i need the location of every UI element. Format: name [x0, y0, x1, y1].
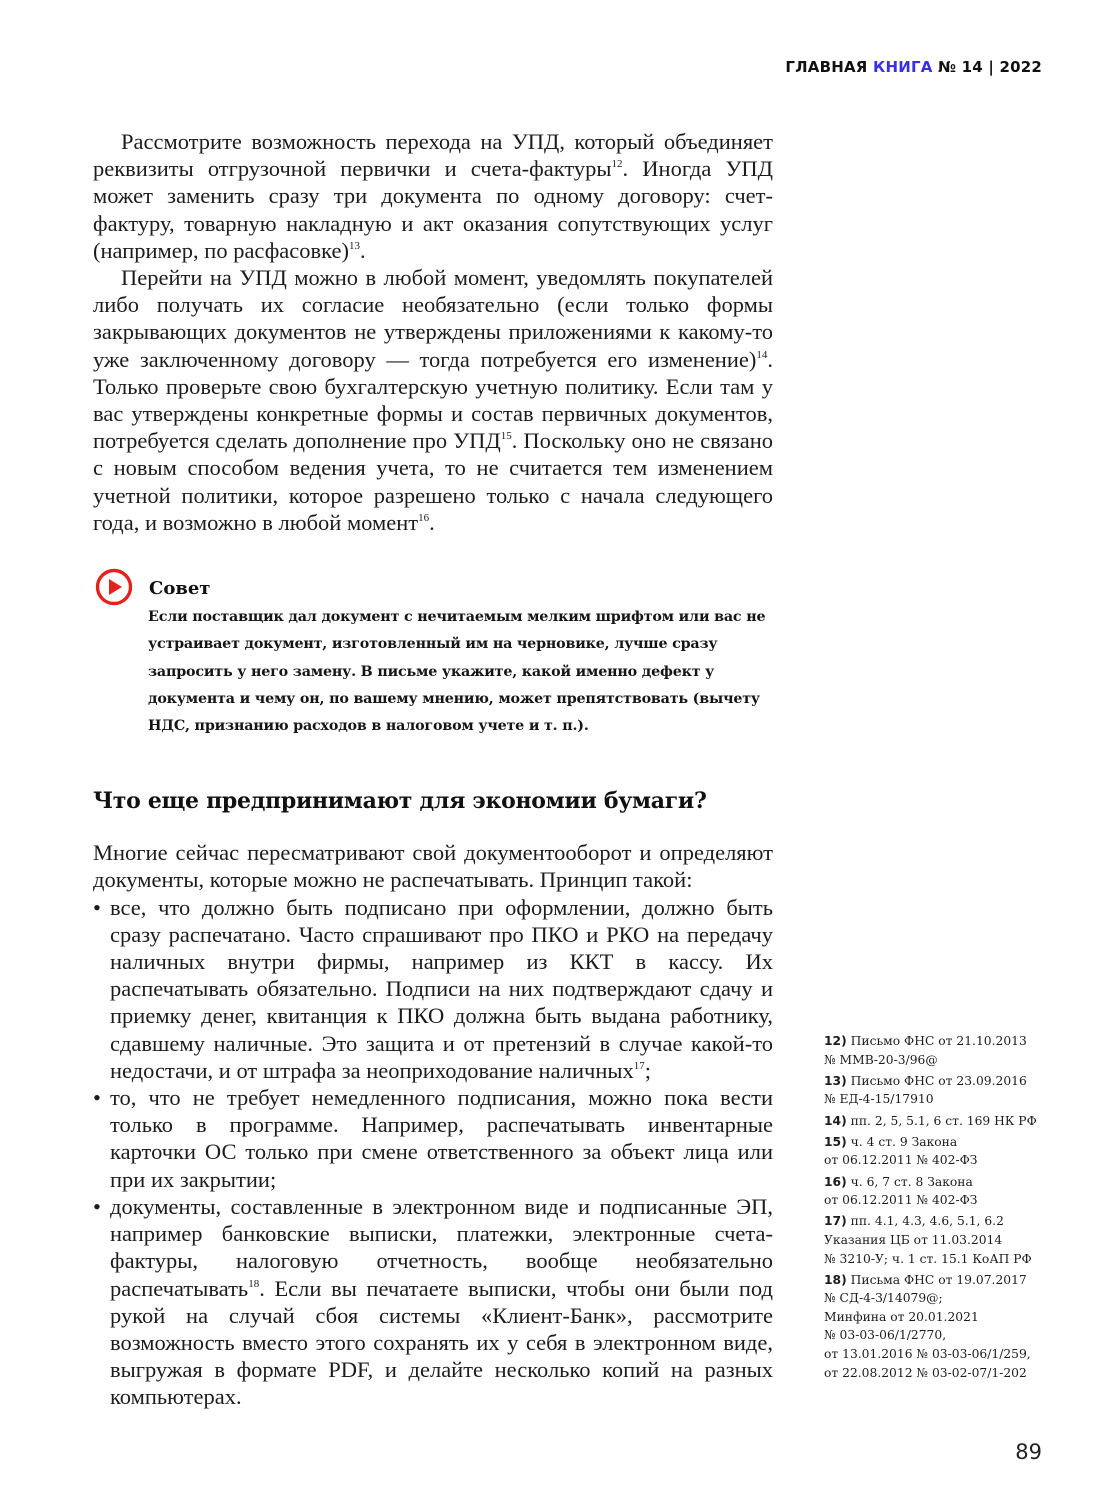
main-column [93, 128, 773, 1411]
footnote-ref-12: 12 [611, 158, 623, 171]
magazine-header [785, 58, 1042, 76]
section-body [93, 839, 773, 1410]
footnote-17: 17) пп. 4.1, 4.3, 4.6, 5.1, 6.2 Указания ЦБ от 11.03.2014 № 3210-У; ч. 1 ст. 15.1 КоАП РФ [824, 1214, 1032, 1266]
bullet-list [93, 894, 773, 1411]
paragraph-1: Рассмотрите возможность перехода на УПД, который объединяет реквизиты отгрузочной первички и счета-фактуры$^{12}$. Иногда УПД может заменить сразу три документа по одному договору: счет-фактуру, товарную накладную и акт оказания сопутствующих услуг (например, по расфасовке)$^{13}$. [93, 129, 773, 263]
footnotes-column [824, 1032, 1064, 1385]
footnote-16: 16) ч. 6, 7 ст. 8 Закона от 06.12.2011 № 402-ФЗ [824, 1174, 978, 1208]
tip-box [93, 564, 773, 754]
footnote-ref-14: 14 [756, 348, 768, 361]
paragraph-2: Перейти на УПД можно в любой момент, уведомлять покупателей либо получать их согласие необязательно (если только формы закрывающих документов не утверждены приложениями к какому-то уже заключенному договору — тогда потребуется его изменение)$^{14}$. Только проверьте свою бухгалтерскую учетную политику. Если там у вас утверждены конкретные формы и состав первичных документов, потребуется сделать дополнение про УПД$^{15}$. Поскольку оно не связано с новым способом ведения учета, то не считается тем изменением учетной политики, которое разрешено только с начала следующего года, и возможно в любой момент$^{16}$. [93, 265, 773, 535]
tip-title: Совет [149, 578, 211, 600]
footnote-12: 12) Письмо ФНС от 21.10.2013 № ММВ-20-3/96@ [824, 1034, 1027, 1067]
play-circle-icon [95, 568, 133, 606]
footnote-ref-15: 15 [500, 430, 512, 443]
list-item: • все, что должно быть подписано при оформлении, должно быть сразу распечатано. Часто спрашивают про ПКО и РКО на передачу наличных внутри фирмы, например из ККТ в кассу. Их распечатывать обязательно. Подписи на них подтверждают сдачу и приемку денег, квитанция к ПКО должна быть выдана работнику, сдавшему наличные. Это защита и от претензий в случае какой-то недостачи, и от штрафа за неоприходование наличных$^{17}$; [93, 894, 773, 1084]
tip-text: Если поставщик дал документ с нечитаемым мелким шрифтом или вас не устраивает документ, изготовленный им на черновике, лучше сразу запросить у него замену. В письме укажите, какой именно дефект у документа и чему он, по вашему мнению, может препятствовать (вычету НДС, признанию расходов в налоговом учете и т. п.). [148, 609, 766, 735]
footnote-ref-13: 13 [348, 239, 360, 252]
issue-number: № 14 | 2022 [937, 58, 1042, 76]
list-item: • документы, составленные в электронном виде и подписанные ЭП, например банковские выписки, платежки, электронные счета-фактуры, налоговую отчетность, вообще необязательно распечатывать$^{18}$. Если вы печатаете выписки, чтобы они были под рукой на случай сбоя системы «Клиент-Банк», рассмотрите возможность вместо этого сохранять их у себя в электронном виде, выгружая в формате PDF, и делайте несколько копий на разных компьютерах. [93, 1193, 773, 1411]
footnote-ref-18: 18 [248, 1277, 260, 1290]
list-item: • то, что не требует немедленного подписания, можно пока вести только в программе. Например, распечатывать инвентарные карточки ОС только при смене ответственного за объект лица или при их закрытии; [93, 1084, 773, 1193]
page-number: 89 [1015, 1440, 1042, 1464]
brand-name-part1: ГЛАВНАЯ [785, 58, 868, 76]
brand-name-part2: КНИГА [873, 58, 933, 76]
footnote-ref-17: 17 [633, 1059, 645, 1072]
footnote-15: 15) ч. 4 ст. 9 Закона от 06.12.2011 № 402-ФЗ [824, 1134, 978, 1168]
footnote-ref-16: 16 [418, 511, 430, 524]
footnote-18: 18) Письма ФНС от 19.07.2017 № СД-4-3/14079@; Минфина от 20.01.2021 № 03-03-06/1/2770, от 13.01.2016 № 03-03-06/1/259, от 22.08.2012 № 03-02-07/1-202 [824, 1272, 1031, 1380]
footnote-13: 13) Письмо ФНС от 23.09.2016 № ЕД-4-15/17910 [824, 1073, 1027, 1107]
section-intro: Многие сейчас пересматривают свой документооборот и определяют документы, которые можно не распечатывать. Принцип такой: [93, 840, 773, 893]
footnote-14: 14) пп. 2, 5, 5.1, 6 ст. 169 НК РФ [824, 1113, 1037, 1128]
section-heading: Что еще предпринимают для экономии бумаги? [93, 788, 707, 815]
